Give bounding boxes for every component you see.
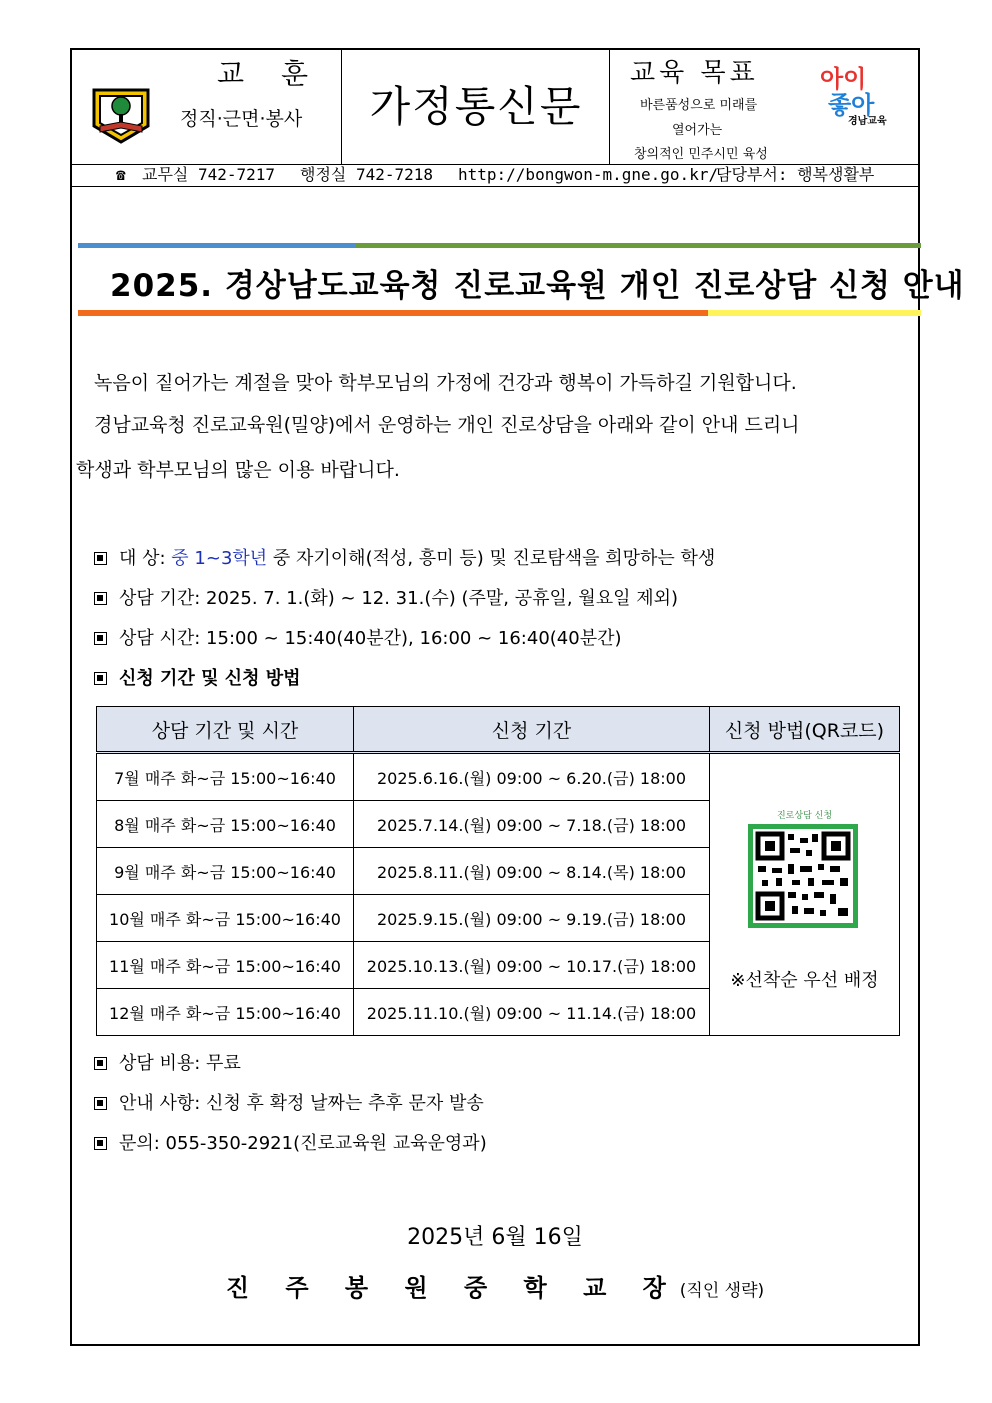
table-header: 상담 기간 및 시간 [97,707,354,753]
motto-cell [72,50,342,164]
item-notice [94,1089,484,1115]
table-cell-period: 9월 매주 화~금 15:00~16:40 [97,848,354,895]
decor-bar-green [355,243,921,248]
notice-text: 안내 사항: 신청 후 확정 날짜는 추후 문자 발송 [119,1093,484,1114]
table-cell-period: 8월 매주 화~금 15:00~16:40 [97,801,354,848]
gyeongnam-education-logo [820,66,887,127]
item-apply-heading [94,664,301,690]
logo-caption: 경남교육 [848,116,887,127]
paragraph-3: 학생과 학부모님의 많은 이용 바랍니다. [76,459,400,481]
table-cell-apply: 2025.6.16.(월) 09:00 ~ 6.20.(금) 18:00 [354,753,710,801]
table-cell-period: 11월 매주 화~금 15:00~16:40 [97,942,354,989]
bullet-square-icon [94,1137,107,1150]
table-cell-apply: 2025.10.13.(월) 09:00 ~ 10.17.(금) 18:00 [354,942,710,989]
header [72,50,918,165]
paragraph-1: 녹음이 짙어가는 계절을 맞아 학부모님의 가정에 건강과 행복이 가득하길 기원합니다. [94,372,797,394]
decor-bar-yellow [708,310,921,316]
paper-title-cell [342,50,610,164]
school-logo-icon [86,80,156,154]
contact-bar [72,164,918,187]
cost-text: 상담 비용: 무료 [119,1053,241,1074]
table-header: 신청 기간 [354,707,710,753]
motto-title: 교 훈 [217,57,322,90]
table-cell-apply: 2025.11.10.(월) 09:00 ~ 11.14.(금) 18:00 [354,989,710,1036]
table-row [97,753,900,801]
time-text: 상담 시간: 15:00 ~ 15:40(40분간), 16:00 ~ 16:40(40분간) [119,628,622,649]
school-motto: 정직·근면·봉사 [180,108,303,130]
department: 담당부서: 행복생활부 [716,165,875,184]
notice-title: 2025. 경상남도교육청 진로교육원 개인 진로상담 신청 안내 [110,268,965,304]
item-cost [94,1049,241,1075]
item-time [94,624,622,650]
bullet-square-icon [94,632,107,645]
issue-date: 2025년 6월 16일 [407,1225,583,1250]
target-label: 대 상: [119,548,166,569]
bullet-square-icon [94,672,107,685]
item-period [94,584,678,610]
qr-code-icon[interactable] [748,824,858,928]
schedule-table [96,706,900,1036]
bullet-square-icon [94,552,107,565]
contact-text: 문의: 055-350-2921(진로교육원 교육운영과) [119,1133,487,1154]
qr-note: ※선착순 우선 배정 [730,970,879,991]
table-cell-apply: 2025.9.15.(월) 09:00 ~ 9.19.(금) 18:00 [354,895,710,942]
table-header: 신청 방법(QR코드) [710,707,900,753]
logo-text-bottom: 좋아 [828,91,875,119]
period-text: 상담 기간: 2025. 7. 1.(화) ~ 12. 31.(수) (주말, 공휴일, 월요일 제외) [119,588,678,609]
paragraph-2: 경남교육청 진로교육원(밀양)에서 운영하는 개인 진로상담을 아래와 같이 안내 드리니 [94,414,800,436]
decor-bar-blue [78,243,355,248]
goal-line-3: 창의적인 민주시민 육성 [634,147,768,162]
bullet-square-icon [94,1097,107,1110]
qr-cell [710,753,900,1036]
goal-title: 교육 목표 [630,58,759,88]
school-url[interactable]: http://bongwon-m.gne.go.kr/ [458,165,719,184]
decor-bar-orange [78,310,708,316]
goal-line-2: 열어가는 [672,123,723,138]
newsletter-frame [70,48,965,1346]
target-highlight: 중 1~3학년 [171,548,268,569]
seal-note: (직인 생략) [679,1281,765,1301]
table-cell-apply: 2025.7.14.(월) 09:00 ~ 7.18.(금) 18:00 [354,801,710,848]
table-header-row [97,707,900,753]
item-contact [94,1129,487,1155]
qr-label: 진로상담 신청 [776,811,833,821]
signer: 진 주 봉 원 중 학 교 장 [225,1274,680,1302]
table-cell-period: 12월 매주 화~금 15:00~16:40 [97,989,354,1036]
apply-heading-text: 신청 기간 및 신청 방법 [119,668,301,689]
paper-title: 가정통신문 [369,82,583,131]
admin-phone: 행정실 742-7218 [300,165,434,184]
table-cell-apply: 2025.8.11.(월) 09:00 ~ 8.14.(목) 18:00 [354,848,710,895]
bullet-square-icon [94,1057,107,1070]
target-rest: 중 자기이해(적성, 흥미 등) 및 진로탐색을 희망하는 학생 [272,548,716,569]
office-phone: 교무실 742-7217 [142,165,276,184]
goal-line-1: 바른품성으로 미래를 [640,98,758,113]
logo-text-top: 아이 [820,65,867,93]
phone-icon: ☎ [116,165,126,184]
bullet-square-icon [94,592,107,605]
item-target [94,544,715,570]
table-cell-period: 7월 매주 화~금 15:00~16:40 [97,753,354,801]
table-cell-period: 10월 매주 화~금 15:00~16:40 [97,895,354,942]
goal-cell [610,50,918,164]
signature-line [72,1268,918,1303]
